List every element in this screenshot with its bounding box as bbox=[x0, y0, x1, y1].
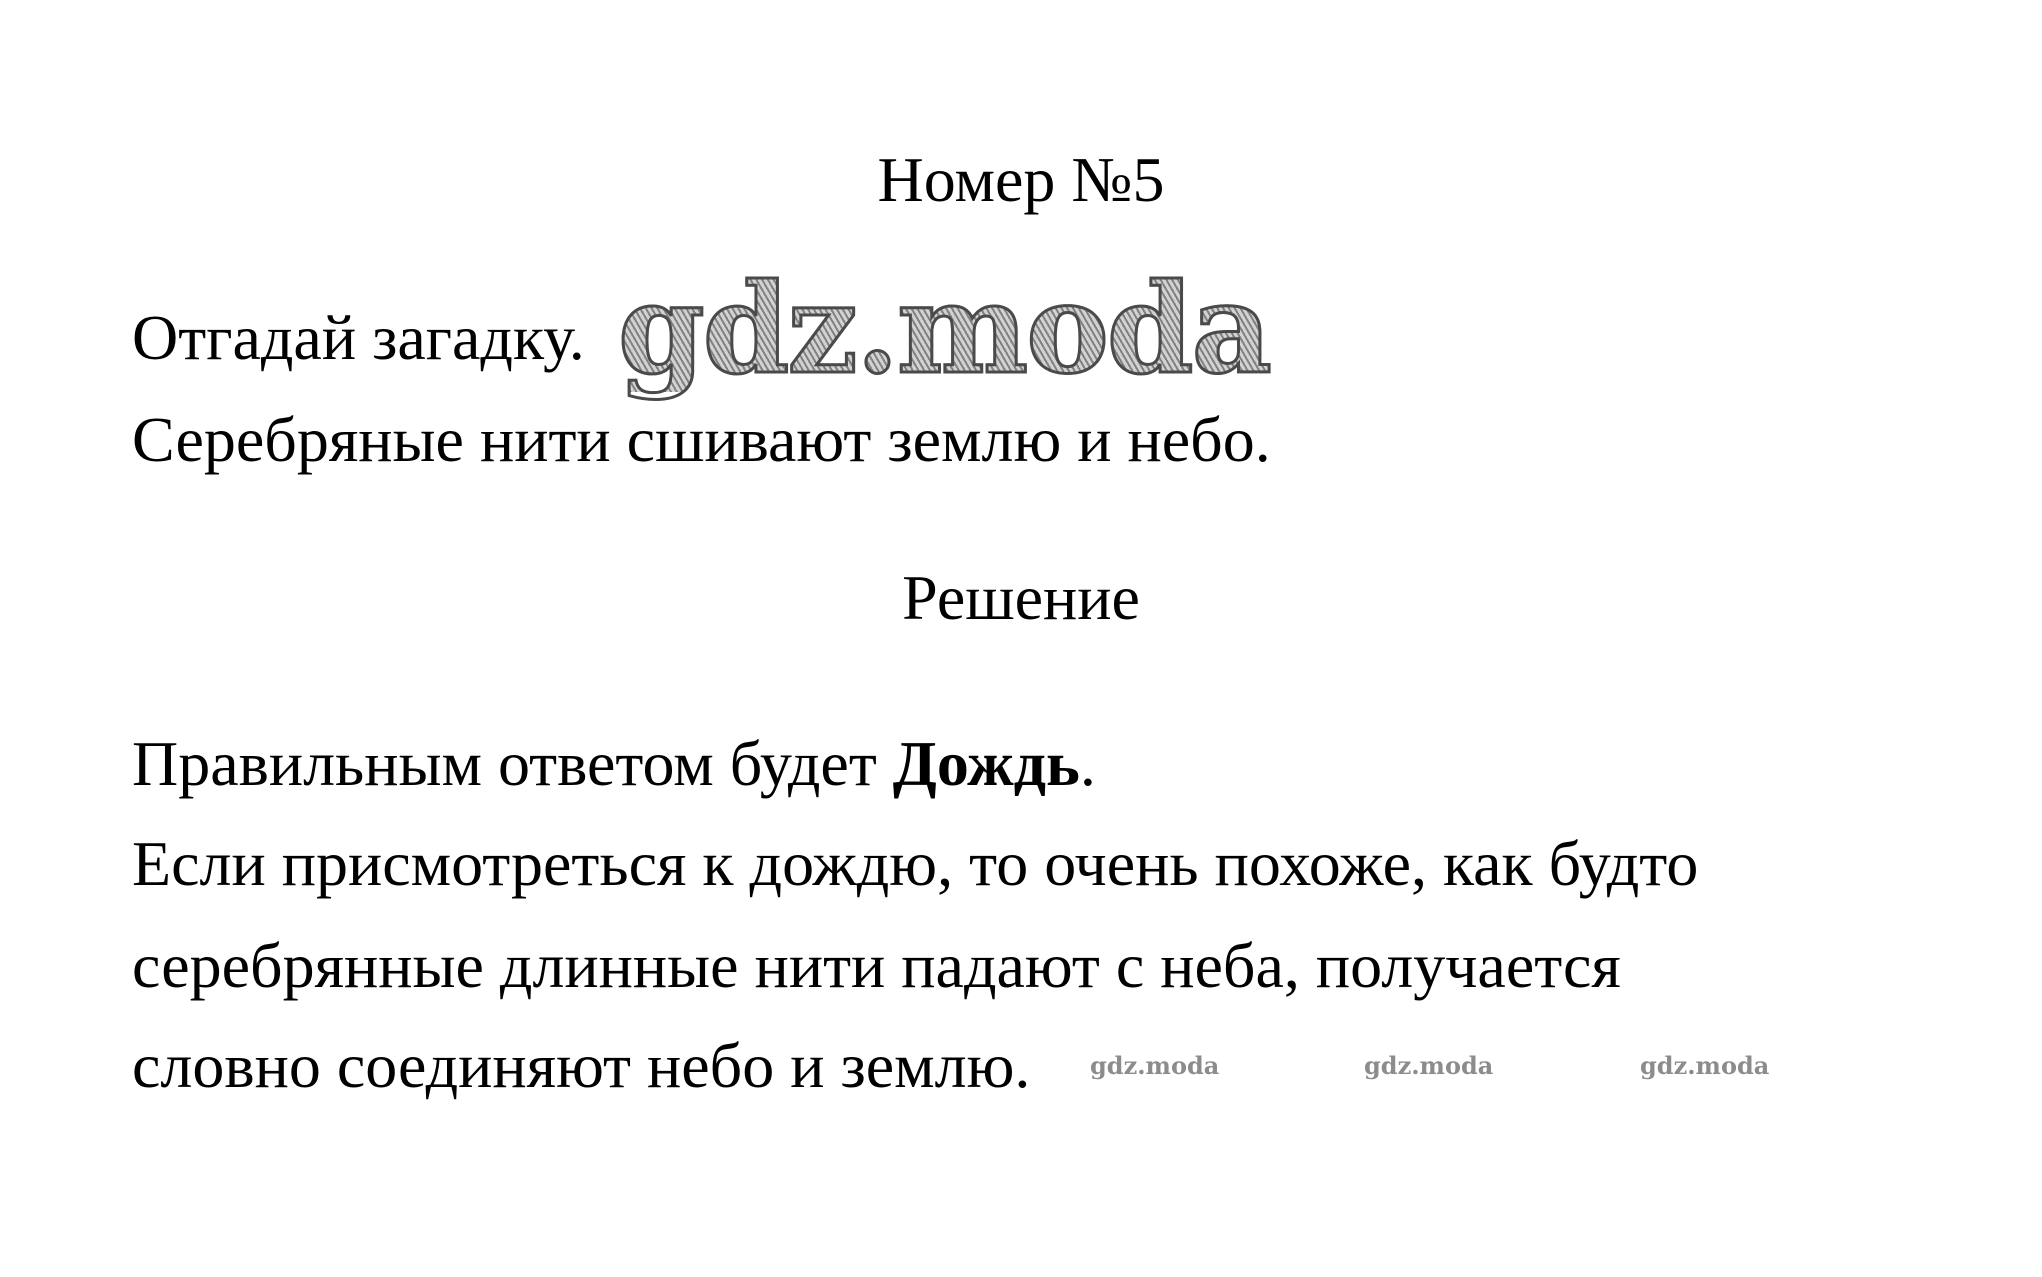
explanation-line: Если присмотреться к дождю, то очень похоже, как будто bbox=[132, 828, 1699, 899]
answer-prefix: Правильным ответом будет bbox=[132, 728, 893, 799]
explanation-line: словно соединяют небо и землю. bbox=[132, 1030, 1031, 1101]
explanation-line: серебрянные длинные нити падают с неба, получается bbox=[132, 930, 1621, 1001]
answer-line bbox=[132, 728, 1096, 799]
solution-title: Решение bbox=[902, 562, 1140, 633]
answer-suffix: . bbox=[1079, 728, 1096, 799]
task-prompt: Отгадай загадку. bbox=[132, 302, 585, 373]
task-title: Номер №5 bbox=[877, 144, 1165, 215]
watermark-small: gdz.moda bbox=[1090, 1051, 1220, 1080]
watermark-small: gdz.moda bbox=[1640, 1051, 1770, 1080]
riddle-text: Серебряные нити сшивают землю и небо. bbox=[132, 404, 1271, 475]
watermark-small: gdz.moda bbox=[1364, 1051, 1494, 1080]
watermark-logo-large: gdz.moda bbox=[618, 257, 1270, 402]
answer-word: Дождь bbox=[892, 728, 1080, 799]
